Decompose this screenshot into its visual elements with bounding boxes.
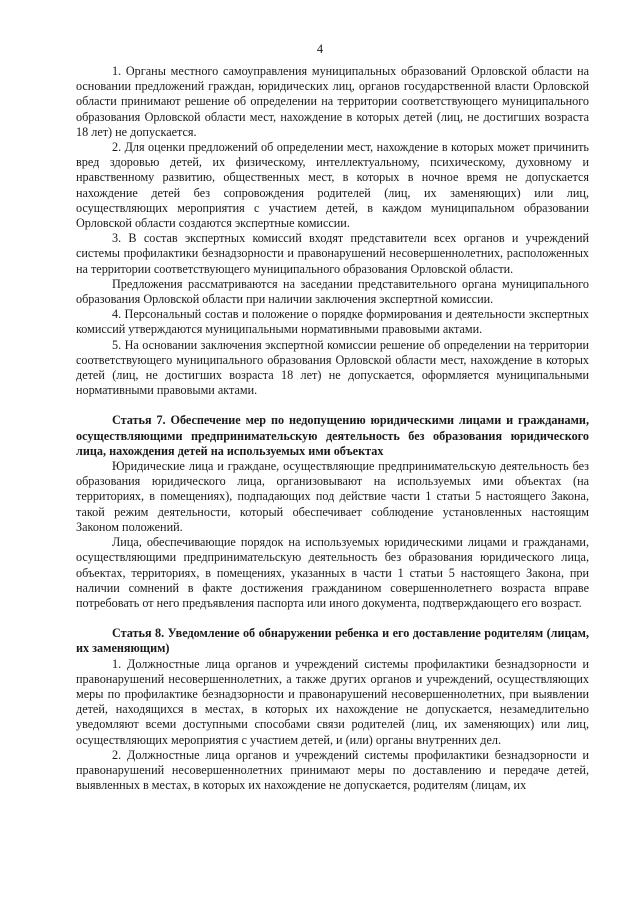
paragraph: 4. Персональный состав и положение о порядке формирования и деятельности экспертных комиссий утверждаются муниципальными нормативными правовыми актами. [76,307,589,337]
paragraph: 2. Должностные лица органов и учреждений системы профилактики безнадзорности и правонарушений несовершеннолетних принимают меры по доставлению и передаче детей, выявленных в местах, в которых их нахождение не допускается, родителям (лицам, их [76,747,589,793]
paragraph: 5. На основании заключения экспертной комиссии решение об определении на территории соответствующего муниципального образования Орловской области мест, нахождение в которых детей (лиц, не достигших возраста 18 лет) не допускается, оформляется муниципальными нормативными правовыми актами. [76,337,589,398]
section-gap [76,611,589,626]
document-body [76,64,589,793]
paragraph: Юридические лица и граждане, осуществляющие предпринимательскую деятельность без образования юридического лица, организовывают на используемых ими объектах (на территориях, в помещениях), подпадающих под действие части 1 статьи 5 настоящего Закона, такой режим деятельности, который обеспечивает соблюдение установленных настоящим Законом положений. [76,459,589,534]
page-number: 4 [316,42,324,56]
paragraph: 2. Для оценки предложений об определении мест, нахождение в которых может причинить вред здоровью детей, их физическому, интеллектуальному, психическому, духовному и нравственному развитию, общественных мест, в которых в ночное время не допускается нахождение детей без сопровождения родителей (лиц, их заменяющих) или лиц, осуществляющих мероприятия с участием детей, в каждом муниципальном образовании Орловской области создаются экспертные комиссии. [76,140,589,231]
paragraph: Предложения рассматриваются на заседании представительного органа муниципального образования Орловской области при наличии заключения экспертной комиссии. [76,276,589,307]
paragraph: 1. Должностные лица органов и учреждений системы профилактики безнадзорности и правонарушений несовершеннолетних, а также других органов и учреждений, осуществляющих меры по профилактике безнадзорности и правонарушений несовершеннолетних, при выявлении детей, находящихся в местах, в которых их нахождение не допускается, незамедлительно уведомляют всеми доступными способами связи родителей (лиц, их заменяющих) или лиц, осуществляющих мероприятия с участием детей, и (или) органы внутренних дел. [76,656,589,747]
paragraph: 3. В состав экспертных комиссий входят представители всех органов и учреждений системы профилактики безнадзорности и правонарушений несовершеннолетних, расположенных на территории соответствующего муниципального образования Орловской области. [76,231,589,276]
article-8-heading: Статья 8. Уведомление об обнаружении ребенка и его доставление родителям (лицам, их заменяющим) [76,626,589,656]
paragraph: 1. Органы местного самоуправления муниципальных образований Орловской области на основании предложений граждан, юридических лиц, органов государственной власти Орловской области принимают решение об определении на территории соответствующего муниципального образования Орловской области мест, нахождение в которых детей (лиц, не достигших возраста 18 лет) не допускается. [76,64,589,139]
paragraph: Лица, обеспечивающие порядок на используемых юридическими лицами и гражданами, осуществляющими предпринимательскую деятельность без образования юридического лица, объектах, территориях, в помещениях, указанных в части 1 статьи 5 настоящего Закона, при наличии сомнений в факте достижения гражданином совершеннолетнего возраста вправе потребовать от него предъявления паспорта или иного документа, подтверждающего его возраст. [76,535,589,610]
article-7-heading: Статья 7. Обеспечение мер по недопущению юридическими лицами и гражданами, осуществляющими предпринимательскую деятельность без образования юридического лица, нахождения детей на используемых ими объектах [76,413,589,458]
section-gap [76,398,589,413]
